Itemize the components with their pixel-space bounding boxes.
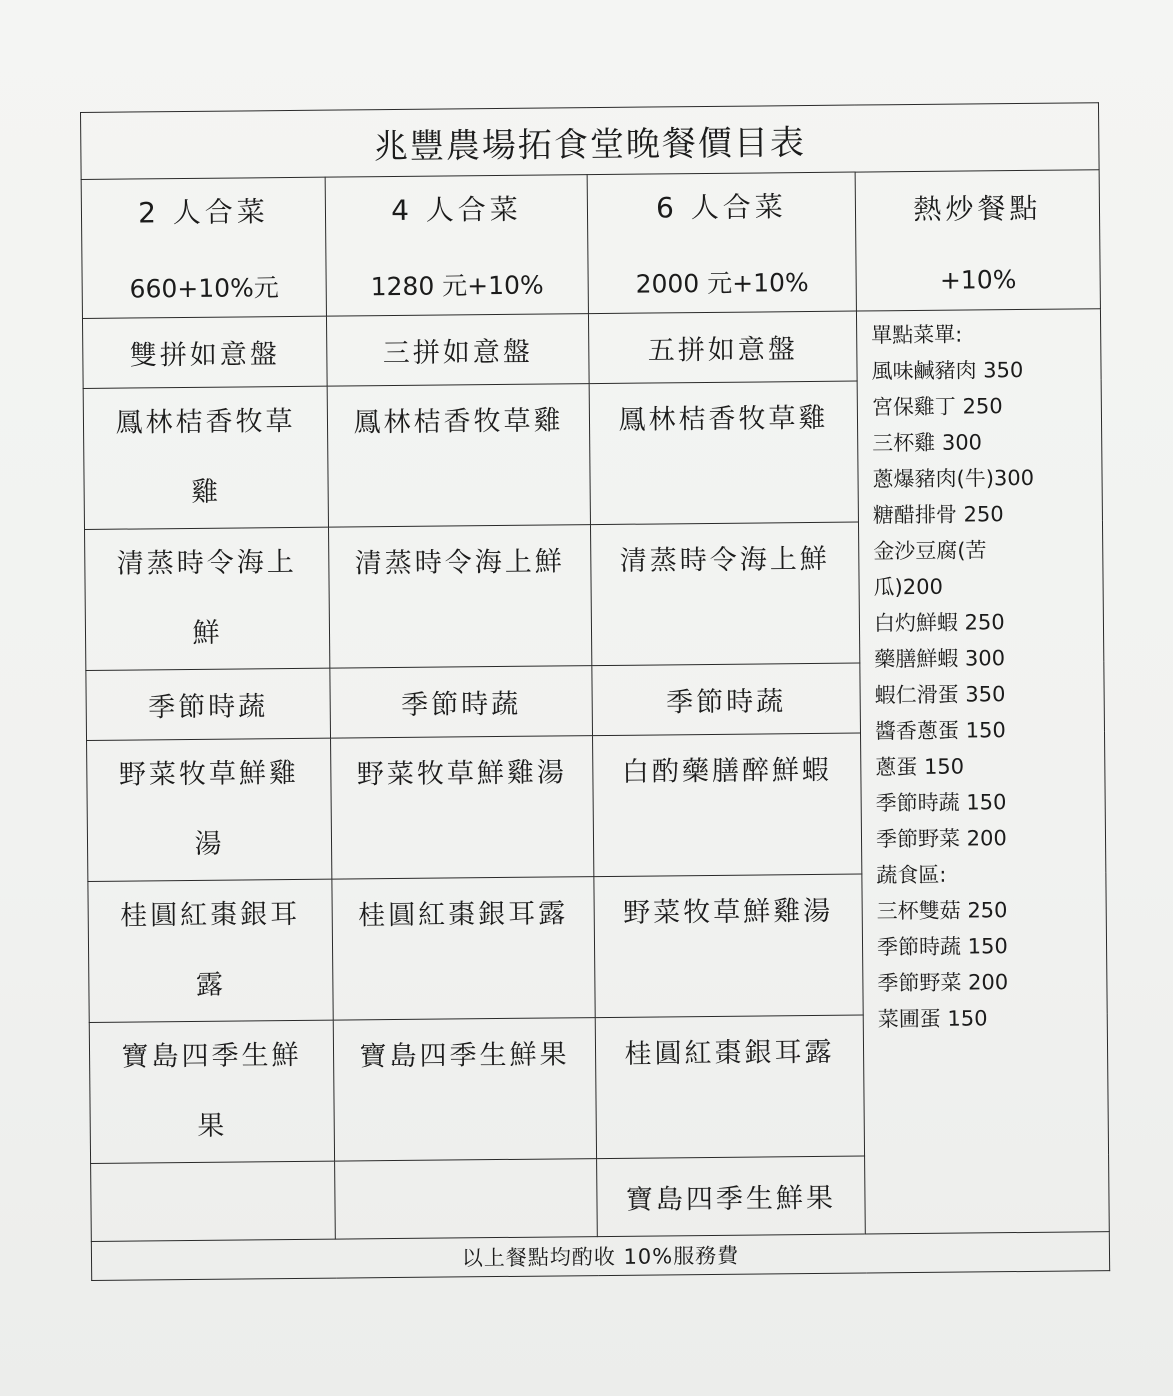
dish-cell xyxy=(87,738,332,881)
menu-line: 三杯雙菇 250 xyxy=(876,898,1008,924)
menu-line: 藥膳鮮蝦 300 xyxy=(874,646,1006,672)
dish-cell: 桂圓紅棗銀耳露 xyxy=(332,877,595,1021)
header-6-person xyxy=(587,172,856,314)
menu-line: 蔥蛋 150 xyxy=(875,754,965,780)
menu-line: 蝦仁滑蛋 350 xyxy=(874,682,1006,708)
dish-line: 果 xyxy=(197,1110,228,1142)
dish-line: 桂圓紅棗銀耳 xyxy=(120,898,301,932)
menu-line: 醬香蔥蛋 150 xyxy=(874,718,1006,744)
menu-line: 金沙豆腐(苦 xyxy=(873,538,987,564)
dish-cell xyxy=(85,527,330,670)
menu-sheet xyxy=(80,102,1109,1302)
header-name: 2 人合菜 xyxy=(137,195,269,230)
header-price: 2000 元+10% xyxy=(635,268,809,299)
dish-cell: 鳳林桔香牧草雞 xyxy=(327,384,590,528)
menu-line: 蔥爆豬肉(牛)300 xyxy=(872,465,1035,492)
dish-line: 野菜牧草鮮雞 xyxy=(118,757,300,791)
dish-cell: 雙拼如意盤 xyxy=(82,316,327,388)
dish-cell: 季節時蔬 xyxy=(86,668,331,740)
dish-cell: 鳳林桔香牧草雞 xyxy=(589,381,858,525)
dish-line: 雞 xyxy=(191,476,222,508)
menu-line: 季節時蔬 150 xyxy=(875,790,1007,816)
dish-line: 露 xyxy=(195,969,227,1001)
dish-line: 鳳林桔香牧草 xyxy=(115,405,296,439)
menu-line: 蔬食區: xyxy=(876,862,947,888)
service-charge-note: 以上餐點均酌收 10%服務費 xyxy=(91,1232,1109,1281)
price-table xyxy=(80,102,1110,1281)
header-price: 660+10%元 xyxy=(129,273,279,304)
header-name: 4 人合菜 xyxy=(390,192,522,228)
dish-cell: 野菜牧草鮮雞湯 xyxy=(594,874,863,1018)
dish-cell xyxy=(89,1020,334,1163)
menu-line: 風味鹹豬肉 350 xyxy=(871,357,1024,384)
header-name: 熱炒餐點 xyxy=(913,191,1042,226)
dish-cell: 季節時蔬 xyxy=(592,663,861,736)
dish-cell: 季節時蔬 xyxy=(330,666,593,739)
dish-cell xyxy=(83,386,328,529)
dish-cell: 野菜牧草鮮雞湯 xyxy=(331,736,594,880)
header-price: 1280 元+10% xyxy=(370,270,544,302)
menu-line: 菜圃蛋 150 xyxy=(877,1006,988,1032)
dish-cell: 白酌藥膳醉鮮蝦 xyxy=(593,733,862,877)
dish-cell: 五拼如意盤 xyxy=(588,311,857,384)
header-2-person xyxy=(81,177,326,318)
menu-line: 季節時蔬 150 xyxy=(876,934,1008,960)
dish-line: 湯 xyxy=(194,828,225,860)
menu-line: 宮保雞丁 250 xyxy=(871,394,1003,420)
dish-cell: 寶島四季生鮮果 xyxy=(597,1156,866,1237)
empty-cell xyxy=(335,1159,598,1240)
dish-cell: 三拼如意盤 xyxy=(326,314,589,387)
header-price: +10% xyxy=(939,264,1017,295)
dish-cell: 寶島四季生鮮果 xyxy=(333,1018,596,1162)
menu-line: 糖醋排骨 250 xyxy=(872,502,1004,528)
dish-line: 寶島四季生鮮 xyxy=(121,1039,302,1073)
dish-cell: 清蒸時令海上鮮 xyxy=(328,525,591,669)
empty-cell xyxy=(91,1161,336,1241)
header-stir-fry xyxy=(855,170,1100,311)
menu-line: 單點菜單: xyxy=(871,322,963,348)
dish-cell: 桂圓紅棗銀耳露 xyxy=(595,1015,864,1159)
dish-cell: 清蒸時令海上鮮 xyxy=(590,522,859,666)
dish-line: 清蒸時令海上 xyxy=(116,546,297,580)
dish-line: 鮮 xyxy=(192,617,223,649)
menu-line: 季節野菜 200 xyxy=(875,826,1007,852)
dish-cell xyxy=(88,879,333,1022)
menu-line: 瓜)200 xyxy=(873,574,943,600)
page-title: 兆豐農場拓食堂晚餐價目表 xyxy=(81,103,1100,180)
menu-line: 季節野菜 200 xyxy=(877,970,1009,996)
header-4-person xyxy=(325,175,588,317)
menu-line: 三杯雞 300 xyxy=(872,430,983,456)
a-la-carte-menu xyxy=(856,309,1109,1234)
header-name: 6 人合菜 xyxy=(655,190,787,225)
menu-line: 白灼鮮蝦 250 xyxy=(873,610,1005,636)
